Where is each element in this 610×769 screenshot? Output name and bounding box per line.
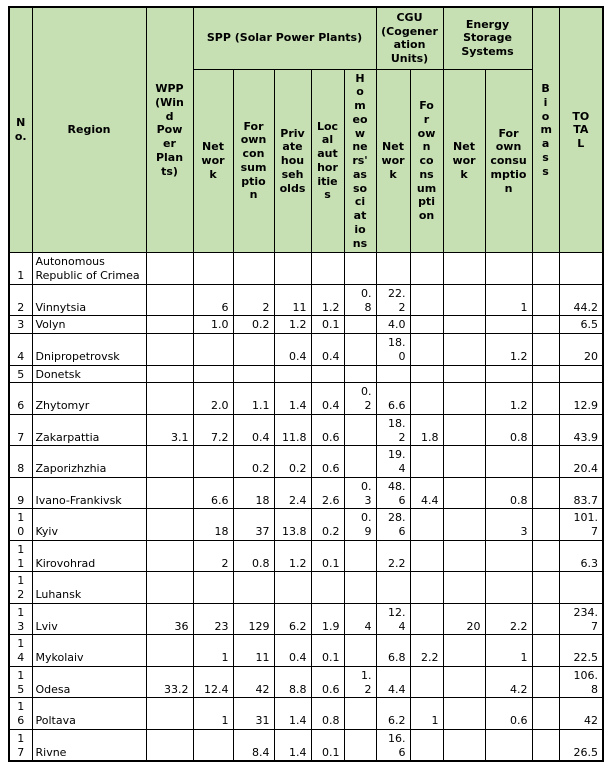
- row-number-cell: 8: [9, 446, 32, 478]
- cell-spp-local-authorities: 0.6: [311, 414, 344, 446]
- row-number-cell: 6: [9, 383, 32, 415]
- cell-total: 43.9: [559, 414, 603, 446]
- cell-ess-network: [443, 540, 485, 572]
- cell-ess-own-consumption: [485, 729, 532, 761]
- cell-cgu-network: 6.8: [376, 635, 410, 667]
- cell-spp-private-households: 1.2: [274, 316, 311, 334]
- table-row: [9, 414, 603, 446]
- header-total: [559, 7, 603, 253]
- cell-spp-network: 6: [193, 284, 233, 316]
- cell-spp-network: 1.0: [193, 316, 233, 334]
- cell-total: 106.8: [559, 666, 603, 698]
- cell-spp-network: 12.4: [193, 666, 233, 698]
- table-row: [9, 635, 603, 667]
- cell-ess-own-consumption: 2.2: [485, 603, 532, 635]
- cell-cgu-own-consumption: [410, 509, 443, 541]
- cell-spp-private-households: 11: [274, 284, 311, 316]
- cell-cgu-network: 6.6: [376, 383, 410, 415]
- cell-cgu-network: 4.0: [376, 316, 410, 334]
- cell-cgu-network: 19.4: [376, 446, 410, 478]
- cell-ess-network: [443, 334, 485, 366]
- cell-spp-network: [193, 365, 233, 383]
- table-row: [9, 383, 603, 415]
- cell-biomass: [532, 509, 559, 541]
- cell-ess-network: [443, 414, 485, 446]
- cell-total: 22.5: [559, 635, 603, 667]
- header-biomass: [532, 7, 559, 253]
- cell-ess-own-consumption: 1.2: [485, 334, 532, 366]
- cell-biomass: [532, 253, 559, 285]
- cell-total: 234.7: [559, 603, 603, 635]
- cell-spp-own-consumption: 11: [233, 635, 274, 667]
- cell-spp-own-consumption: 2: [233, 284, 274, 316]
- cell-wpp: [146, 509, 193, 541]
- cell-wpp: 33.2: [146, 666, 193, 698]
- cell-ess-network: [443, 365, 485, 383]
- table-row: [9, 603, 603, 635]
- cell-cgu-own-consumption: [410, 446, 443, 478]
- cell-spp-network: 6.6: [193, 477, 233, 509]
- cell-total: 101.7: [559, 509, 603, 541]
- cell-spp-own-consumption: 37: [233, 509, 274, 541]
- cell-ess-own-consumption: 1.2: [485, 383, 532, 415]
- cell-spp-homeowners-associations: [344, 729, 376, 761]
- header-ess-group: Energy Storage Systems: [443, 7, 532, 69]
- header-total-label: TOTAL: [572, 109, 590, 150]
- cell-spp-network: 23: [193, 603, 233, 635]
- cell-spp-homeowners-associations: [344, 698, 376, 730]
- table-row: [9, 284, 603, 316]
- cell-spp-own-consumption: 42: [233, 666, 274, 698]
- cell-total: 12.9: [559, 383, 603, 415]
- cell-ess-own-consumption: [485, 446, 532, 478]
- cell-spp-private-households: 0.2: [274, 446, 311, 478]
- cell-biomass: [532, 729, 559, 761]
- cell-spp-own-consumption: 0.2: [233, 446, 274, 478]
- header-spp-local-authorities: [311, 69, 344, 253]
- table-row: [9, 477, 603, 509]
- row-number-cell: 16: [9, 698, 32, 730]
- cell-ess-network: [443, 316, 485, 334]
- cell-cgu-own-consumption: 2.2: [410, 635, 443, 667]
- header-spp-own-consumption-label: For own consumption: [240, 119, 267, 202]
- cell-cgu-own-consumption: 1: [410, 698, 443, 730]
- cell-spp-private-households: 0.4: [274, 635, 311, 667]
- row-number-cell: 17: [9, 729, 32, 761]
- cell-total: 6.3: [559, 540, 603, 572]
- cell-spp-private-households: 1.4: [274, 729, 311, 761]
- cell-spp-local-authorities: 0.8: [311, 698, 344, 730]
- cell-spp-local-authorities: 0.4: [311, 383, 344, 415]
- cell-ess-own-consumption: 3: [485, 509, 532, 541]
- cell-spp-network: 7.2: [193, 414, 233, 446]
- cell-spp-homeowners-associations: [344, 365, 376, 383]
- cell-spp-local-authorities: 2.6: [311, 477, 344, 509]
- cell-cgu-own-consumption: [410, 284, 443, 316]
- cell-ess-network: [443, 253, 485, 285]
- cell-spp-homeowners-associations: [344, 316, 376, 334]
- header-no: [9, 7, 32, 253]
- header-spp-private-households-label: Private households: [279, 126, 306, 195]
- cell-cgu-own-consumption: [410, 666, 443, 698]
- cell-ess-own-consumption: [485, 316, 532, 334]
- region-cell: Dnipropetrovsk: [32, 334, 146, 366]
- cell-ess-own-consumption: 1: [485, 284, 532, 316]
- cell-spp-private-households: 8.8: [274, 666, 311, 698]
- header-wpp: [146, 7, 193, 253]
- cell-spp-local-authorities: 0.1: [311, 540, 344, 572]
- region-cell: Luhansk: [32, 572, 146, 604]
- cell-spp-own-consumption: 31: [233, 698, 274, 730]
- cell-spp-own-consumption: 8.4: [233, 729, 274, 761]
- cell-ess-network: [443, 477, 485, 509]
- cell-spp-private-households: 1.2: [274, 540, 311, 572]
- header-spp-homeowners-associations-label: Homeowners' associations: [352, 71, 368, 250]
- cell-cgu-network: [376, 365, 410, 383]
- cell-spp-local-authorities: 0.6: [311, 666, 344, 698]
- cell-spp-homeowners-associations: [344, 446, 376, 478]
- cell-spp-private-households: [274, 253, 311, 285]
- cell-spp-homeowners-associations: 0.2: [344, 383, 376, 415]
- cell-spp-homeowners-associations: [344, 414, 376, 446]
- cell-ess-own-consumption: 0.8: [485, 414, 532, 446]
- row-number-cell: 5: [9, 365, 32, 383]
- cell-cgu-own-consumption: [410, 383, 443, 415]
- cell-spp-network: 2.0: [193, 383, 233, 415]
- header-cgu-own-consumption: [410, 69, 443, 253]
- cell-cgu-network: 6.2: [376, 698, 410, 730]
- region-cell: Kirovohrad: [32, 540, 146, 572]
- region-cell: Autonomous Republic of Crimea: [32, 253, 146, 285]
- cell-biomass: [532, 635, 559, 667]
- row-number-cell: 4: [9, 334, 32, 366]
- header-region: Region: [32, 7, 146, 253]
- cell-total: 20.4: [559, 446, 603, 478]
- header-biomass-label: Biomass: [540, 82, 552, 178]
- cell-spp-local-authorities: 0.4: [311, 334, 344, 366]
- cell-cgu-own-consumption: 1.8: [410, 414, 443, 446]
- cell-spp-own-consumption: 18: [233, 477, 274, 509]
- cell-spp-own-consumption: [233, 572, 274, 604]
- cell-spp-own-consumption: 129: [233, 603, 274, 635]
- header-spp-network-label: Network: [201, 140, 225, 181]
- cell-spp-private-households: [274, 572, 311, 604]
- regional-power-plants-table: [8, 6, 604, 762]
- cell-spp-private-households: 1.4: [274, 698, 311, 730]
- region-cell: Donetsk: [32, 365, 146, 383]
- cell-biomass: [532, 316, 559, 334]
- cell-spp-local-authorities: 0.1: [311, 729, 344, 761]
- row-number-cell: 2: [9, 284, 32, 316]
- region-cell: Kyiv: [32, 509, 146, 541]
- table-row: [9, 509, 603, 541]
- cell-spp-own-consumption: [233, 365, 274, 383]
- cell-spp-homeowners-associations: [344, 334, 376, 366]
- row-number-cell: 3: [9, 316, 32, 334]
- cell-spp-own-consumption: 0.2: [233, 316, 274, 334]
- cell-wpp: [146, 477, 193, 509]
- cell-spp-network: [193, 446, 233, 478]
- cell-spp-private-households: 1.4: [274, 383, 311, 415]
- header-ess-own-consumption: [485, 69, 532, 253]
- cell-spp-private-households: [274, 365, 311, 383]
- cell-spp-network: 1: [193, 698, 233, 730]
- cell-wpp: [146, 316, 193, 334]
- cell-wpp: [146, 284, 193, 316]
- cell-cgu-network: [376, 253, 410, 285]
- header-spp-homeowners-associations: [344, 69, 376, 253]
- region-cell: Vinnytsia: [32, 284, 146, 316]
- cell-ess-network: [443, 446, 485, 478]
- cell-total: [559, 253, 603, 285]
- cell-spp-network: [193, 334, 233, 366]
- region-cell: Mykolaiv: [32, 635, 146, 667]
- header-cgu-network: [376, 69, 410, 253]
- cell-spp-homeowners-associations: [344, 253, 376, 285]
- cell-biomass: [532, 446, 559, 478]
- cell-wpp: [146, 446, 193, 478]
- cell-spp-local-authorities: [311, 365, 344, 383]
- cell-spp-own-consumption: [233, 253, 274, 285]
- table-row: [9, 253, 603, 285]
- cell-cgu-own-consumption: [410, 365, 443, 383]
- cell-spp-network: [193, 572, 233, 604]
- region-cell: Odesa: [32, 666, 146, 698]
- cell-biomass: [532, 383, 559, 415]
- table-row: [9, 729, 603, 761]
- cell-cgu-network: 22.2: [376, 284, 410, 316]
- cell-ess-own-consumption: 1: [485, 635, 532, 667]
- cell-cgu-network: 4.4: [376, 666, 410, 698]
- cell-biomass: [532, 603, 559, 635]
- cell-wpp: [146, 635, 193, 667]
- cell-cgu-own-consumption: 4.4: [410, 477, 443, 509]
- header-ess-network-label: Network: [452, 140, 476, 181]
- cell-spp-local-authorities: 1.9: [311, 603, 344, 635]
- header-cgu-group: [376, 7, 443, 69]
- cell-cgu-own-consumption: [410, 316, 443, 334]
- row-number-cell: 14: [9, 635, 32, 667]
- cell-total: 44.2: [559, 284, 603, 316]
- cell-spp-local-authorities: [311, 572, 344, 604]
- cell-ess-own-consumption: [485, 365, 532, 383]
- table-row: [9, 572, 603, 604]
- row-number-cell: 11: [9, 540, 32, 572]
- row-number-cell: 13: [9, 603, 32, 635]
- cell-biomass: [532, 698, 559, 730]
- region-cell: Zakarpattia: [32, 414, 146, 446]
- header-spp-group: SPP (Solar Power Plants): [193, 7, 376, 69]
- cell-ess-own-consumption: [485, 540, 532, 572]
- cell-spp-homeowners-associations: 0.8: [344, 284, 376, 316]
- cell-wpp: [146, 572, 193, 604]
- cell-biomass: [532, 334, 559, 366]
- cell-cgu-network: 12.4: [376, 603, 410, 635]
- cell-spp-homeowners-associations: 4: [344, 603, 376, 635]
- cell-ess-own-consumption: 4.2: [485, 666, 532, 698]
- cell-cgu-own-consumption: [410, 603, 443, 635]
- cell-total: 83.7: [559, 477, 603, 509]
- region-cell: Ivano-Frankivsk: [32, 477, 146, 509]
- cell-ess-network: [443, 383, 485, 415]
- cell-total: 20: [559, 334, 603, 366]
- header-spp-private-households: [274, 69, 311, 253]
- cell-cgu-network: [376, 572, 410, 604]
- cell-cgu-own-consumption: [410, 572, 443, 604]
- header-ess-own-consumption-label: For own consumption: [490, 126, 527, 195]
- cell-spp-private-households: 11.8: [274, 414, 311, 446]
- cell-ess-network: [443, 509, 485, 541]
- cell-spp-own-consumption: [233, 334, 274, 366]
- cell-cgu-network: 2.2: [376, 540, 410, 572]
- region-cell: Zaporizhzhia: [32, 446, 146, 478]
- table-row: [9, 540, 603, 572]
- cell-biomass: [532, 540, 559, 572]
- table-row: [9, 334, 603, 366]
- cell-spp-private-households: 13.8: [274, 509, 311, 541]
- cell-cgu-network: 18.2: [376, 414, 410, 446]
- cell-ess-own-consumption: 0.6: [485, 698, 532, 730]
- cell-spp-local-authorities: 0.1: [311, 316, 344, 334]
- cell-biomass: [532, 284, 559, 316]
- cell-biomass: [532, 477, 559, 509]
- cell-wpp: [146, 698, 193, 730]
- row-number-cell: 15: [9, 666, 32, 698]
- cell-spp-network: 18: [193, 509, 233, 541]
- table-row: [9, 446, 603, 478]
- cell-wpp: [146, 383, 193, 415]
- cell-spp-own-consumption: 0.8: [233, 540, 274, 572]
- cell-ess-network: [443, 284, 485, 316]
- cell-total: 42: [559, 698, 603, 730]
- cell-wpp: 3.1: [146, 414, 193, 446]
- table-row: [9, 698, 603, 730]
- cell-ess-network: [443, 635, 485, 667]
- cell-spp-private-households: 6.2: [274, 603, 311, 635]
- cell-spp-local-authorities: 1.2: [311, 284, 344, 316]
- header-wpp-label: WPP (Wind Power Plants): [155, 82, 184, 178]
- cell-spp-local-authorities: 0.2: [311, 509, 344, 541]
- cell-spp-homeowners-associations: [344, 540, 376, 572]
- cell-spp-private-households: 2.4: [274, 477, 311, 509]
- header-ess-network: [443, 69, 485, 253]
- header-no-label: No.: [14, 116, 27, 144]
- cell-ess-own-consumption: [485, 253, 532, 285]
- cell-cgu-network: 18.0: [376, 334, 410, 366]
- cell-total: 26.5: [559, 729, 603, 761]
- table-row: [9, 316, 603, 334]
- cell-ess-own-consumption: [485, 572, 532, 604]
- cell-cgu-network: 28.6: [376, 509, 410, 541]
- cell-spp-local-authorities: [311, 253, 344, 285]
- cell-biomass: [532, 572, 559, 604]
- row-number-cell: 12: [9, 572, 32, 604]
- region-cell: Zhytomyr: [32, 383, 146, 415]
- table-row: [9, 365, 603, 383]
- header-spp-network: [193, 69, 233, 253]
- cell-cgu-own-consumption: [410, 334, 443, 366]
- cell-total: 6.5: [559, 316, 603, 334]
- cell-wpp: [146, 365, 193, 383]
- cell-cgu-own-consumption: [410, 729, 443, 761]
- cell-wpp: [146, 729, 193, 761]
- cell-biomass: [532, 666, 559, 698]
- row-number-cell: 9: [9, 477, 32, 509]
- cell-ess-network: [443, 729, 485, 761]
- region-cell: Rivne: [32, 729, 146, 761]
- cell-spp-network: 2: [193, 540, 233, 572]
- row-number-cell: 10: [9, 509, 32, 541]
- header-spp-local-authorities-label: Local authorities: [316, 119, 339, 202]
- cell-cgu-own-consumption: [410, 253, 443, 285]
- cell-spp-homeowners-associations: [344, 572, 376, 604]
- cell-ess-network: 20: [443, 603, 485, 635]
- cell-spp-own-consumption: 1.1: [233, 383, 274, 415]
- cell-spp-homeowners-associations: [344, 635, 376, 667]
- cell-biomass: [532, 414, 559, 446]
- header-cgu-network-label: Network: [381, 140, 405, 181]
- header-cgu-group-label: CGU (Cogeneration Units): [381, 10, 438, 65]
- cell-spp-homeowners-associations: 0.3: [344, 477, 376, 509]
- row-number-cell: 1: [9, 253, 32, 285]
- cell-wpp: [146, 334, 193, 366]
- cell-ess-network: [443, 572, 485, 604]
- cell-cgu-own-consumption: [410, 540, 443, 572]
- cell-spp-private-households: 0.4: [274, 334, 311, 366]
- cell-spp-network: 1: [193, 635, 233, 667]
- cell-ess-own-consumption: 0.8: [485, 477, 532, 509]
- header-spp-own-consumption: [233, 69, 274, 253]
- region-cell: Lviv: [32, 603, 146, 635]
- cell-spp-network: [193, 253, 233, 285]
- cell-ess-network: [443, 698, 485, 730]
- cell-spp-local-authorities: 0.1: [311, 635, 344, 667]
- cell-ess-network: [443, 666, 485, 698]
- cell-spp-own-consumption: 0.4: [233, 414, 274, 446]
- cell-wpp: 36: [146, 603, 193, 635]
- table-row: [9, 666, 603, 698]
- header-cgu-own-consumption-label: For own consumption: [416, 99, 437, 222]
- cell-cgu-network: 48.6: [376, 477, 410, 509]
- cell-cgu-network: 16.6: [376, 729, 410, 761]
- cell-biomass: [532, 365, 559, 383]
- table-body: [9, 253, 603, 762]
- cell-spp-homeowners-associations: 0.9: [344, 509, 376, 541]
- region-cell: Volyn: [32, 316, 146, 334]
- cell-wpp: [146, 253, 193, 285]
- row-number-cell: 7: [9, 414, 32, 446]
- cell-spp-network: [193, 729, 233, 761]
- cell-spp-local-authorities: 0.6: [311, 446, 344, 478]
- cell-total: [559, 365, 603, 383]
- cell-total: [559, 572, 603, 604]
- cell-spp-homeowners-associations: 1.2: [344, 666, 376, 698]
- region-cell: Poltava: [32, 698, 146, 730]
- cell-wpp: [146, 540, 193, 572]
